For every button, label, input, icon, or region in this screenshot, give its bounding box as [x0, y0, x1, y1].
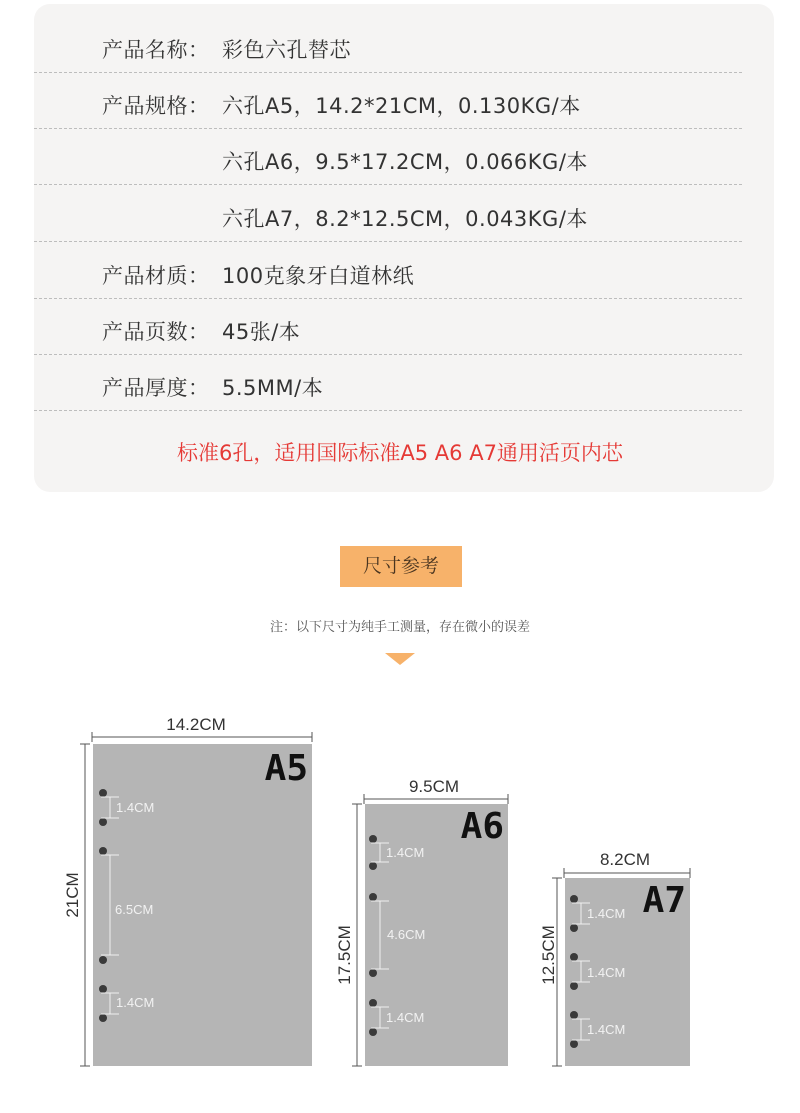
a7-width-label: 8.2CM	[599, 850, 651, 869]
spec-value: 5.5MM/本	[222, 376, 324, 400]
spec-label: 产品材质：	[102, 264, 210, 288]
hole-icon	[369, 999, 377, 1007]
hole-icon	[99, 818, 107, 826]
hole-icon	[99, 956, 107, 964]
hole-icon	[570, 953, 578, 961]
paper-a6	[335, 777, 508, 1066]
a5-width-label: 14.2CM	[166, 715, 226, 734]
a6-middle-gap-label: 4.6CM	[387, 927, 426, 942]
a6-height-label: 17.5CM	[335, 925, 354, 985]
a6-width-label: 9.5CM	[408, 777, 460, 796]
spec-label: 产品规格：	[102, 94, 210, 118]
a7-gap2-label: 1.4CM	[587, 965, 626, 980]
hole-icon	[570, 1011, 578, 1019]
hole-icon	[570, 924, 578, 932]
spec-value: 45张/本	[222, 320, 301, 344]
spec-value: 100克象牙白道林纸	[222, 264, 415, 288]
spec-value: 六孔A7，8.2*12.5CM，0.043KG/本	[222, 207, 588, 231]
hole-icon	[369, 969, 377, 977]
a6-hole-gap-label: 1.4CM	[386, 845, 425, 860]
paper-a7	[539, 850, 690, 1066]
compatibility-note: 标准6孔，适用国际标准A5 A6 A7通用活页内芯	[177, 441, 623, 465]
a5-title: A5	[264, 748, 308, 789]
measurement-note: 注：以下尺寸为纯手工测量，存在微小的误差	[269, 620, 530, 635]
spec-value: 六孔A5，14.2*21CM，0.130KG/本	[222, 94, 581, 118]
hole-icon	[369, 1028, 377, 1036]
hole-icon	[570, 982, 578, 990]
hole-icon	[99, 789, 107, 797]
spec-value: 六孔A6，9.5*17.2CM，0.066KG/本	[222, 150, 588, 174]
size-reference-badge: 尺寸参考	[340, 546, 462, 587]
a7-height-label: 12.5CM	[539, 925, 558, 985]
a5-hole-gap-label: 1.4CM	[116, 800, 155, 815]
spec-label: 产品名称：	[102, 38, 210, 62]
a6-title: A6	[460, 806, 504, 847]
spec-label: 产品页数：	[102, 320, 210, 344]
a7-title: A7	[642, 880, 686, 921]
a5-middle-gap-label: 6.5CM	[115, 902, 154, 917]
hole-icon	[570, 1040, 578, 1048]
a5-height-label: 21CM	[63, 872, 82, 918]
hole-icon	[99, 1014, 107, 1022]
a6-hole-gap-bottom-label: 1.4CM	[386, 1010, 425, 1025]
spec-value: 彩色六孔替芯	[222, 38, 351, 62]
hole-icon	[369, 835, 377, 843]
a7-gap3-label: 1.4CM	[587, 1022, 626, 1037]
hole-icon	[369, 893, 377, 901]
hole-icon	[570, 895, 578, 903]
a7-gap1-label: 1.4CM	[587, 906, 626, 921]
spec-label: 产品厚度：	[102, 376, 210, 400]
a5-hole-gap-bottom-label: 1.4CM	[116, 995, 155, 1010]
hole-icon	[99, 985, 107, 993]
hole-icon	[99, 847, 107, 855]
hole-icon	[369, 862, 377, 870]
paper-a5	[63, 715, 312, 1066]
